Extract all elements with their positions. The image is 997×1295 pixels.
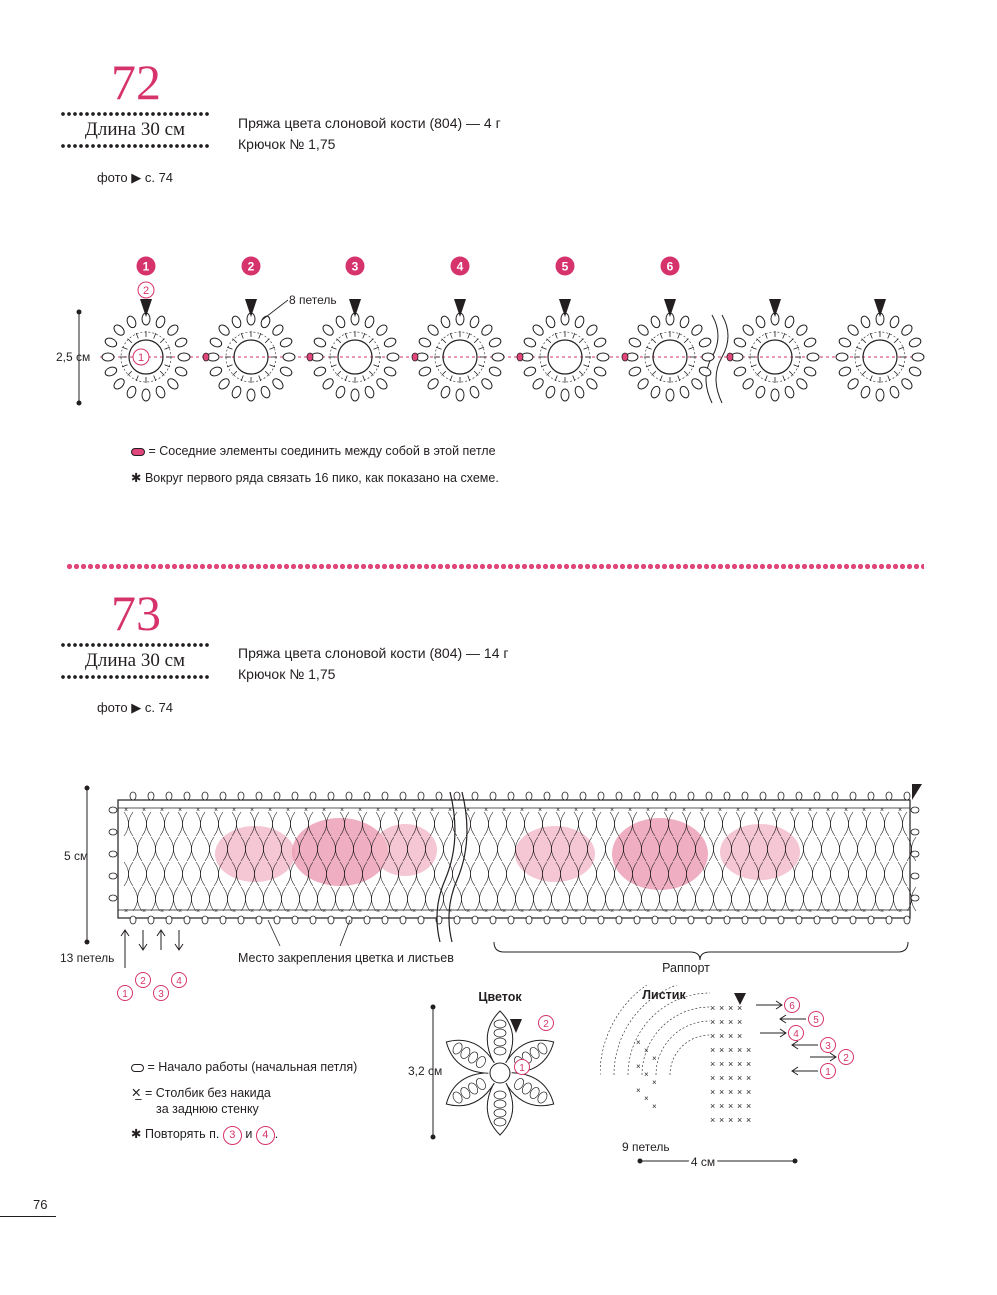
svg-text:×: × <box>142 807 147 814</box>
svg-text:×: × <box>719 1003 725 1013</box>
legend-start-73 <box>131 1060 357 1074</box>
svg-text:×: × <box>710 1017 716 1027</box>
flower-size: 3,2 см <box>408 1064 443 1078</box>
svg-text:×: × <box>376 908 381 915</box>
crochet-motif <box>307 299 399 401</box>
join-loop-icon <box>131 448 145 456</box>
svg-text:×: × <box>466 807 471 814</box>
svg-text:×: × <box>728 1115 734 1125</box>
row-marker: 4 <box>256 1126 275 1145</box>
join-loop-mark <box>203 353 209 361</box>
svg-text:×: × <box>736 807 741 814</box>
svg-text:×: × <box>340 807 345 814</box>
svg-text:×: × <box>644 1070 649 1079</box>
start-arrow <box>559 299 571 317</box>
crochet-motif <box>203 299 295 401</box>
row-marker-label: 3 <box>351 259 359 274</box>
svg-text:×: × <box>142 908 147 915</box>
length-title-73: Длина 30 см <box>84 650 186 671</box>
svg-text:×: × <box>592 908 597 915</box>
svg-text:×: × <box>484 807 489 814</box>
row-marker-label: 6 <box>789 1001 795 1012</box>
svg-text:×: × <box>710 1059 716 1069</box>
svg-text:×: × <box>826 908 831 915</box>
svg-text:×: × <box>737 1101 743 1111</box>
svg-text:×: × <box>737 1087 743 1097</box>
svg-text:×: × <box>746 1073 752 1083</box>
sc-back-loop-icon: ✕̲ <box>131 1086 142 1100</box>
svg-text:×: × <box>862 908 867 915</box>
svg-text:×: × <box>737 1073 743 1083</box>
flower-title: Цветок <box>478 990 522 1004</box>
svg-text:×: × <box>718 807 723 814</box>
svg-text:×: × <box>746 1087 752 1097</box>
join-loop-mark <box>307 353 313 361</box>
svg-text:×: × <box>412 908 417 915</box>
svg-text:×: × <box>628 908 633 915</box>
svg-text:×: × <box>646 908 651 915</box>
svg-text:×: × <box>754 908 759 915</box>
svg-text:×: × <box>538 807 543 814</box>
svg-text:×: × <box>196 908 201 915</box>
row-marker-label: 1 <box>519 1063 525 1074</box>
start-arrow <box>769 299 781 317</box>
svg-text:×: × <box>646 807 651 814</box>
pattern-number-72: 72 <box>111 54 161 110</box>
leaf-width: 4 см <box>690 1155 716 1169</box>
legend-picot-text: Вокруг первого ряда связать 16 пико, как показано на схеме. <box>144 471 499 485</box>
svg-text:×: × <box>718 908 723 915</box>
svg-text:×: × <box>746 1101 752 1111</box>
svg-text:×: × <box>728 1087 734 1097</box>
svg-text:×: × <box>250 908 255 915</box>
svg-text:×: × <box>710 1101 716 1111</box>
materials-73 <box>238 643 509 685</box>
svg-text:×: × <box>710 1087 716 1097</box>
size-label-72: 2,5 см <box>56 350 91 364</box>
svg-text:×: × <box>636 1086 641 1095</box>
start-arrow <box>874 299 886 317</box>
leaf-title: Листик <box>642 988 686 1002</box>
svg-text:×: × <box>358 807 363 814</box>
svg-text:×: × <box>178 807 183 814</box>
svg-text:×: × <box>728 1059 734 1069</box>
svg-text:×: × <box>728 1003 734 1013</box>
svg-text:×: × <box>844 908 849 915</box>
yarn-73: Пряжа цвета слоновой кости (804) — 14 г <box>238 645 509 661</box>
svg-text:×: × <box>322 807 327 814</box>
svg-text:×: × <box>719 1031 725 1041</box>
row-marker-label: 2 <box>247 259 255 274</box>
svg-text:×: × <box>268 908 273 915</box>
svg-text:×: × <box>340 908 345 915</box>
svg-text:×: × <box>178 908 183 915</box>
svg-text:×: × <box>304 807 309 814</box>
row-marker-label: 5 <box>561 259 569 274</box>
row-marker-label: 6 <box>666 259 674 274</box>
svg-text:×: × <box>592 807 597 814</box>
row-marker-label: 1 <box>825 1067 831 1078</box>
start-arrow <box>245 299 257 317</box>
svg-text:×: × <box>664 908 669 915</box>
legend-join-72 <box>131 444 496 458</box>
svg-text:×: × <box>502 908 507 915</box>
row-marker-label: 4 <box>176 976 182 987</box>
svg-text:×: × <box>652 1054 657 1063</box>
svg-text:×: × <box>484 908 489 915</box>
join-loop-mark <box>727 353 733 361</box>
svg-text:×: × <box>160 807 165 814</box>
svg-text:×: × <box>652 1102 657 1111</box>
svg-text:×: × <box>232 908 237 915</box>
svg-text:×: × <box>304 908 309 915</box>
svg-text:×: × <box>728 1045 734 1055</box>
crochet-motif <box>727 299 819 401</box>
chain-label-72: 8 петель <box>289 293 337 307</box>
row-marker-label: 1 <box>142 259 150 274</box>
join-loop-mark <box>517 353 523 361</box>
svg-text:×: × <box>719 1059 725 1069</box>
legend-repeat-suffix: . <box>274 1127 279 1141</box>
legend-sc-73 <box>131 1085 271 1117</box>
band-chart-73 <box>0 770 997 1010</box>
svg-text:×: × <box>394 908 399 915</box>
svg-text:×: × <box>376 807 381 814</box>
height-label-73: 5 см <box>64 849 89 863</box>
leaf-stitches: 9 петель <box>622 1140 670 1154</box>
leaf-chart-73 <box>600 985 900 1175</box>
stitches-label-73: 13 петель <box>60 951 115 965</box>
svg-text:×: × <box>898 807 903 814</box>
svg-text:×: × <box>628 807 633 814</box>
svg-text:×: × <box>430 908 435 915</box>
svg-text:×: × <box>808 807 813 814</box>
svg-text:×: × <box>636 1038 641 1047</box>
svg-text:×: × <box>574 807 579 814</box>
dotted-border-bottom <box>60 143 210 149</box>
legend-sc-text-2: за заднюю стенку <box>156 1102 259 1116</box>
row-marker-label: 3 <box>158 989 164 1000</box>
svg-text:×: × <box>682 908 687 915</box>
svg-text:×: × <box>610 807 615 814</box>
svg-text:×: × <box>250 807 255 814</box>
svg-text:×: × <box>728 1101 734 1111</box>
repeat-label-73: Раппорт <box>662 961 710 975</box>
svg-text:×: × <box>719 1045 725 1055</box>
section-divider <box>66 563 924 570</box>
svg-text:×: × <box>737 1045 743 1055</box>
dotted-border-bottom <box>60 674 210 680</box>
svg-text:×: × <box>898 908 903 915</box>
svg-text:×: × <box>520 908 525 915</box>
start-arrow <box>454 299 466 317</box>
svg-text:×: × <box>826 807 831 814</box>
svg-text:×: × <box>746 1059 752 1069</box>
svg-text:×: × <box>556 908 561 915</box>
svg-text:×: × <box>790 908 795 915</box>
legend-join-text: = Соседние элементы соединить между собой в этой петле <box>148 444 496 458</box>
svg-text:×: × <box>719 1073 725 1083</box>
hook-72: Крючок № 1,75 <box>238 136 336 152</box>
start-arrow <box>140 299 152 317</box>
join-loop-mark <box>412 353 418 361</box>
svg-text:×: × <box>880 908 885 915</box>
legend-repeat-and: и <box>245 1127 253 1141</box>
svg-text:×: × <box>700 908 705 915</box>
asterisk-icon: ✱ <box>131 471 142 485</box>
svg-text:×: × <box>862 807 867 814</box>
svg-text:×: × <box>358 908 363 915</box>
flower-petal <box>487 1083 512 1135</box>
svg-text:×: × <box>574 908 579 915</box>
join-loop-mark <box>622 353 628 361</box>
legend-sc-text-1: = Столбик без накида <box>144 1086 271 1100</box>
svg-text:×: × <box>737 1031 743 1041</box>
svg-text:×: × <box>710 1003 716 1013</box>
legend-repeat-prefix: Повторять п. <box>144 1127 220 1141</box>
legend-start-text: = Начало работы (начальная петля) <box>147 1060 358 1074</box>
svg-text:×: × <box>737 1115 743 1125</box>
svg-text:×: × <box>728 1017 734 1027</box>
svg-text:×: × <box>538 908 543 915</box>
svg-text:×: × <box>772 807 777 814</box>
page-number: 76 <box>33 1197 48 1212</box>
svg-text:×: × <box>124 908 129 915</box>
row-marker-label: 5 <box>813 1015 819 1026</box>
page-number-rule <box>0 1216 56 1217</box>
svg-text:×: × <box>728 1073 734 1083</box>
svg-text:×: × <box>754 807 759 814</box>
svg-text:×: × <box>214 807 219 814</box>
asterisk-icon: ✱ <box>131 1127 142 1141</box>
legend-repeat-73 <box>131 1126 278 1145</box>
photo-ref-73[interactable]: фото ▶ с. 74 <box>96 700 174 715</box>
length-box-72 <box>60 111 210 149</box>
svg-text:×: × <box>160 908 165 915</box>
center-marker-72: 1 <box>137 352 145 364</box>
length-title-72: Длина 30 см <box>84 119 186 140</box>
svg-text:×: × <box>719 1087 725 1097</box>
materials-72 <box>238 113 501 155</box>
crochet-motif <box>412 299 504 401</box>
svg-text:×: × <box>808 908 813 915</box>
svg-text:×: × <box>322 908 327 915</box>
svg-text:×: × <box>610 908 615 915</box>
row-marker-label: 2 <box>140 976 146 987</box>
svg-text:×: × <box>746 1045 752 1055</box>
attach-label-73: Место закрепления цветка и листьев <box>238 951 454 965</box>
svg-text:×: × <box>412 807 417 814</box>
motif-chart-72 <box>0 240 997 440</box>
svg-text:×: × <box>736 908 741 915</box>
svg-text:×: × <box>644 1046 649 1055</box>
svg-text:×: × <box>664 807 669 814</box>
legend-picot-72 <box>131 470 499 485</box>
svg-text:×: × <box>719 1017 725 1027</box>
page-number-block <box>0 1197 56 1217</box>
row-marker-label: 4 <box>456 259 464 274</box>
svg-text:×: × <box>124 807 129 814</box>
svg-text:×: × <box>652 1078 657 1087</box>
svg-text:×: × <box>710 1073 716 1083</box>
start-arrow <box>349 299 361 317</box>
row-marker-label: 2 <box>843 1053 849 1064</box>
row-marker-label: 3 <box>825 1041 831 1052</box>
svg-text:×: × <box>880 807 885 814</box>
svg-text:×: × <box>286 908 291 915</box>
row-marker-label: 4 <box>793 1029 799 1040</box>
svg-text:×: × <box>196 807 201 814</box>
crochet-motif <box>836 299 924 401</box>
svg-text:×: × <box>466 908 471 915</box>
svg-text:×: × <box>286 807 291 814</box>
svg-text:×: × <box>394 807 399 814</box>
crochet-motif <box>517 299 609 401</box>
flower-chart-73 <box>400 985 580 1155</box>
svg-text:×: × <box>737 1003 743 1013</box>
svg-text:×: × <box>710 1115 716 1125</box>
svg-text:×: × <box>682 807 687 814</box>
yarn-72: Пряжа цвета слоновой кости (804) — 4 г <box>238 115 501 131</box>
svg-text:×: × <box>746 1115 752 1125</box>
svg-text:×: × <box>636 1062 641 1071</box>
svg-text:×: × <box>728 1031 734 1041</box>
crochet-motif <box>102 299 190 401</box>
svg-text:×: × <box>448 908 453 915</box>
flower-petal <box>487 1011 512 1063</box>
svg-text:×: × <box>448 807 453 814</box>
svg-text:×: × <box>710 1045 716 1055</box>
svg-text:×: × <box>644 1094 649 1103</box>
svg-text:×: × <box>268 807 273 814</box>
row-marker: 3 <box>223 1126 242 1145</box>
start-marker-72: 2 <box>142 285 150 297</box>
svg-text:×: × <box>844 807 849 814</box>
crochet-motif <box>622 299 714 401</box>
svg-text:×: × <box>520 807 525 814</box>
svg-text:×: × <box>772 908 777 915</box>
svg-text:×: × <box>502 807 507 814</box>
svg-text:×: × <box>556 807 561 814</box>
svg-text:×: × <box>232 807 237 814</box>
svg-text:×: × <box>790 807 795 814</box>
svg-text:×: × <box>710 1031 716 1041</box>
pattern-number-73: 73 <box>111 585 161 641</box>
svg-text:×: × <box>430 807 435 814</box>
row-marker-label: 2 <box>543 1019 549 1030</box>
row-marker-label: 1 <box>122 989 128 1000</box>
start-arrow <box>664 299 676 317</box>
svg-text:×: × <box>700 807 705 814</box>
photo-ref-72[interactable]: фото ▶ с. 74 <box>96 170 174 185</box>
svg-text:×: × <box>719 1101 725 1111</box>
hook-73: Крючок № 1,75 <box>238 666 336 682</box>
start-loop-icon <box>131 1064 144 1072</box>
svg-text:×: × <box>737 1017 743 1027</box>
length-box-73 <box>60 642 210 680</box>
svg-text:×: × <box>737 1059 743 1069</box>
svg-text:×: × <box>214 908 219 915</box>
svg-text:×: × <box>719 1115 725 1125</box>
